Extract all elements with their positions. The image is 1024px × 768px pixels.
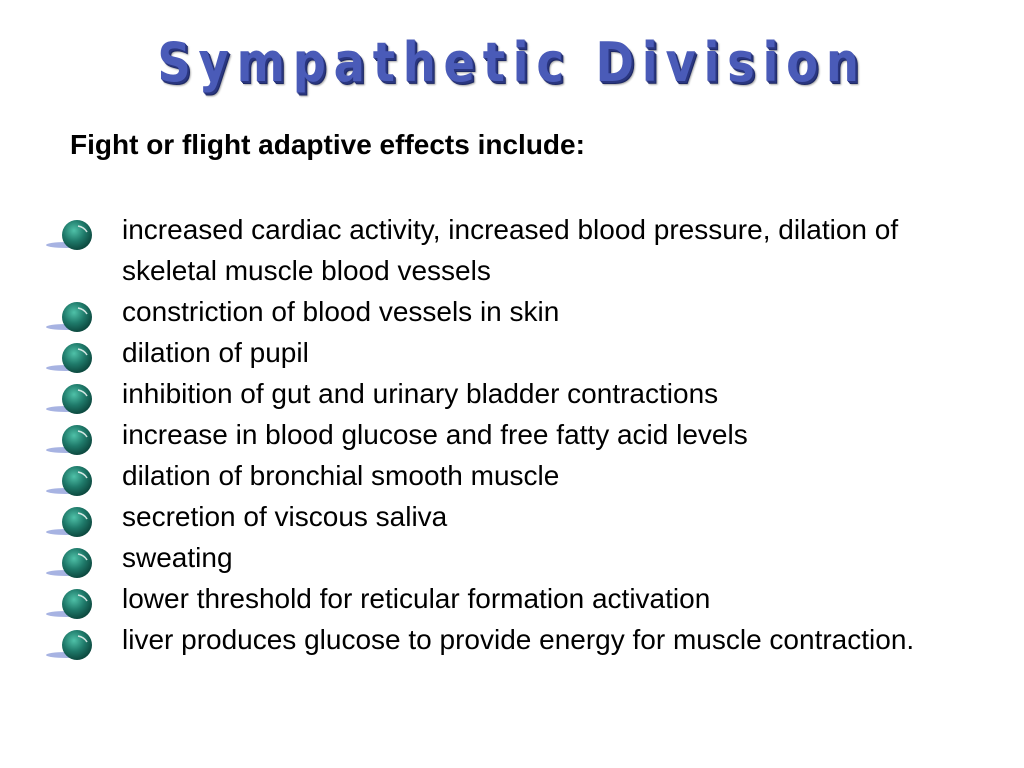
- green-sphere-bullet-icon: [44, 546, 100, 580]
- bullet-text: increased cardiac activity, increased blood pressure, dilation of skeletal muscle blood vessels: [122, 214, 899, 286]
- bullet-text: secretion of viscous saliva: [122, 501, 448, 532]
- green-sphere-bullet-icon: [44, 423, 100, 457]
- slide-subtitle: Fight or flight adaptive effects include:: [70, 129, 585, 160]
- list-item: [0, 619, 1024, 660]
- bullet-text: constriction of blood vessels in skin: [122, 296, 560, 327]
- bullet-text: dilation of pupil: [122, 337, 309, 368]
- bullet-text: inhibition of gut and urinary bladder contractions: [122, 378, 719, 409]
- list-item: [0, 332, 1024, 373]
- green-sphere-bullet-icon: [44, 300, 100, 334]
- green-sphere-bullet-icon: [44, 382, 100, 416]
- green-sphere-bullet-icon: [44, 341, 100, 375]
- list-item: [0, 537, 1024, 578]
- list-item: [0, 373, 1024, 414]
- green-sphere-bullet-icon: [44, 628, 100, 662]
- bullet-text: sweating: [122, 542, 233, 573]
- bullet-text: increase in blood glucose and free fatty acid levels: [122, 419, 748, 450]
- green-sphere-bullet-icon: [44, 218, 100, 252]
- list-item: [0, 209, 1024, 291]
- slide-title: Sympathetic Division: [157, 31, 867, 94]
- green-sphere-bullet-icon: [44, 587, 100, 621]
- list-item: [0, 291, 1024, 332]
- list-item: [0, 414, 1024, 455]
- list-item: [0, 496, 1024, 537]
- green-sphere-bullet-icon: [44, 464, 100, 498]
- bullet-text: dilation of bronchial smooth muscle: [122, 460, 560, 491]
- list-item: [0, 578, 1024, 619]
- bullet-list: [0, 209, 1024, 660]
- bullet-text: liver produces glucose to provide energy for muscle contraction.: [122, 624, 915, 655]
- green-sphere-bullet-icon: [44, 505, 100, 539]
- list-item: [0, 455, 1024, 496]
- bullet-text: lower threshold for reticular formation activation: [122, 583, 711, 614]
